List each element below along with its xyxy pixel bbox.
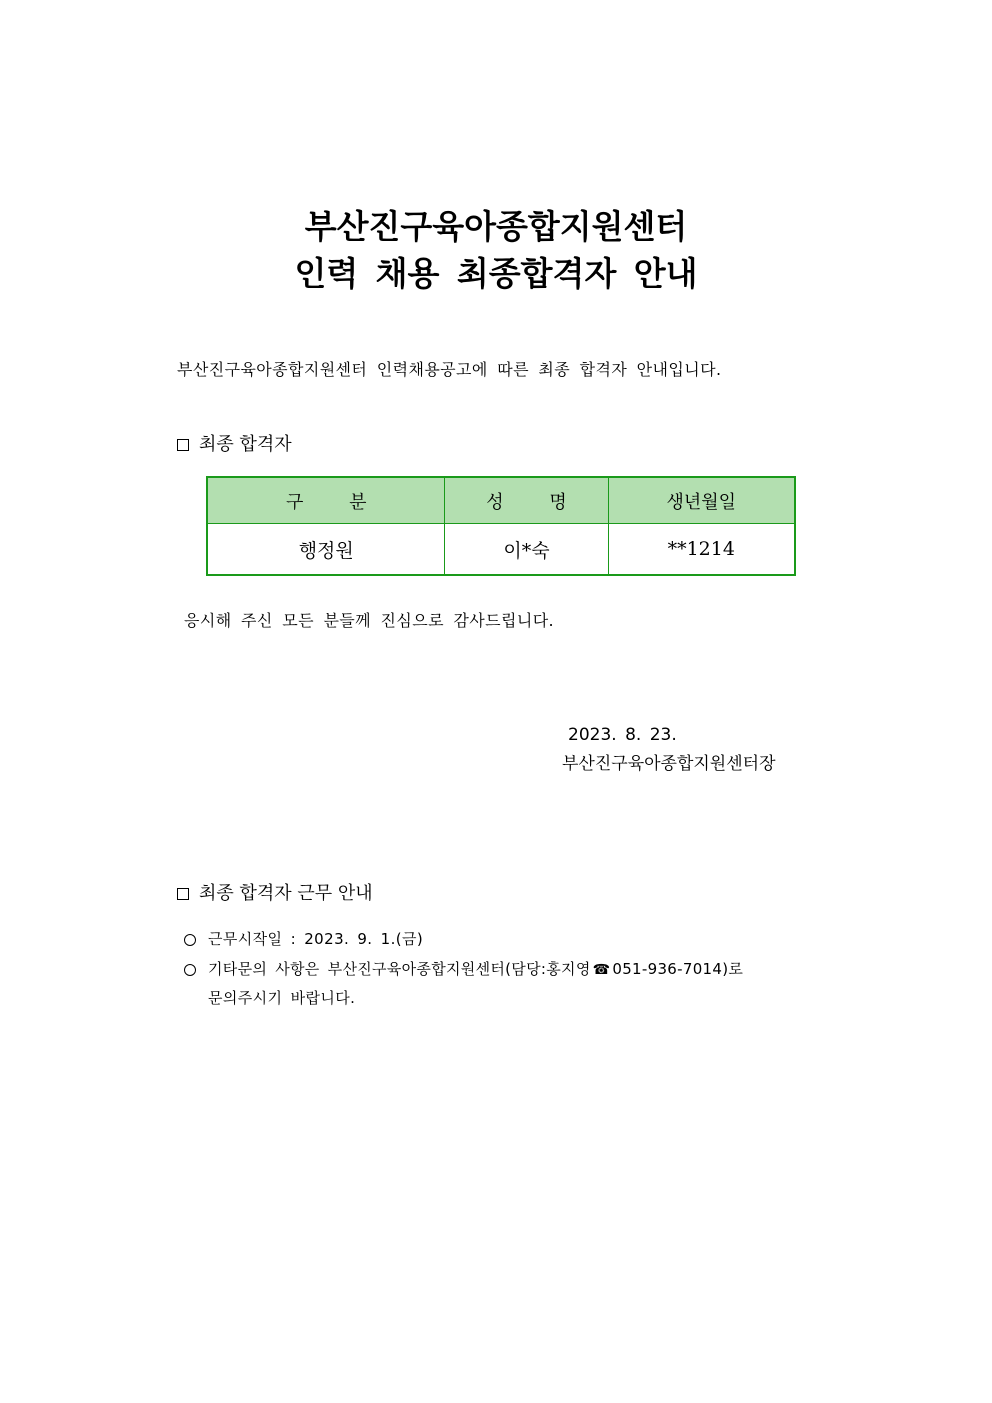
list-item <box>184 962 743 977</box>
thanks-text: 응시해 주신 모든 분들께 진심으로 감사드립니다. <box>184 611 555 630</box>
header-birthdate: 생년월일 <box>608 477 795 524</box>
section-final-passers <box>177 436 292 454</box>
inquiry-phone-text: 051-936-7014)로 <box>612 960 744 978</box>
circle-bullet-icon <box>184 964 196 976</box>
table-row <box>207 524 795 576</box>
section-work-info-heading: 최종 합격자 근무 안내 <box>199 883 373 904</box>
page-title-line2: 인력 채용 최종합격자 안내 <box>294 254 698 293</box>
inquiry-text: 기타문의 사항은 부산진구육아종합지원센터(담당:홍지영 <box>208 960 591 978</box>
cell-name: 이*숙 <box>445 524 608 576</box>
inquiry-text-continued: 문의주시기 바랍니다. <box>208 989 356 1007</box>
list-item <box>184 932 423 947</box>
page-title-line1: 부산진구육아종합지원센터 <box>304 207 688 246</box>
checkbox-square-icon <box>177 439 189 451</box>
signer: 부산진구육아종합지원센터장 <box>562 754 776 774</box>
notice-date: 2023. 8. 23. <box>568 725 677 745</box>
header-category: 구 분 <box>207 477 445 524</box>
phone-icon: ☎ <box>592 961 611 978</box>
header-name: 성 명 <box>445 477 608 524</box>
checkbox-square-icon <box>177 888 189 900</box>
work-start-text: 근무시작일 : 2023. 9. 1.(금) <box>208 930 424 948</box>
final-passers-table <box>206 476 796 576</box>
table-header-row <box>207 477 795 524</box>
cell-birthdate: **1214 <box>608 524 795 576</box>
intro-text: 부산진구육아종합지원센터 인력채용공고에 따른 최종 합격자 안내입니다. <box>177 360 722 379</box>
section-work-info <box>177 885 373 903</box>
circle-bullet-icon <box>184 934 196 946</box>
cell-category: 행정원 <box>207 524 445 576</box>
section-final-passers-heading: 최종 합격자 <box>199 434 292 455</box>
